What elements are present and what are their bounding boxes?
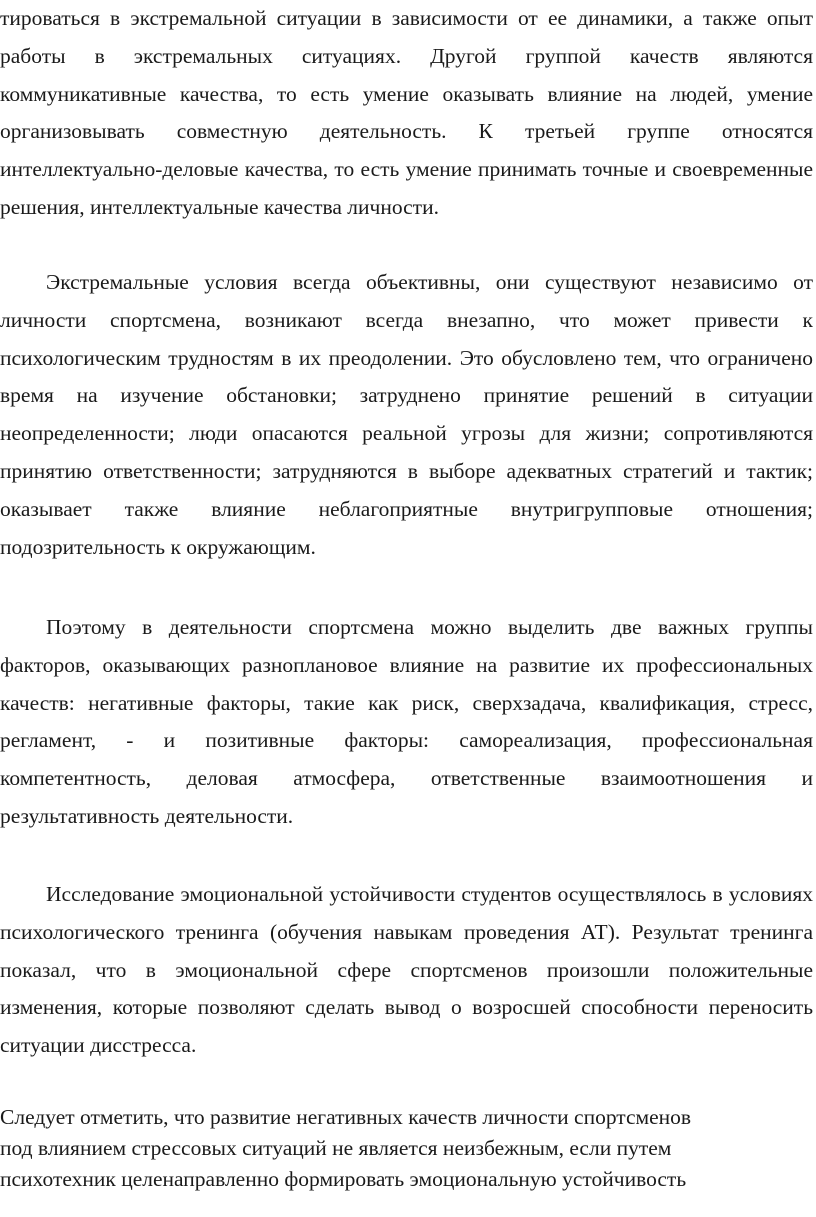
conclusion-line: под влиянием стрессовых ситуаций не является неизбежным, если путем (0, 1136, 672, 1160)
conclusion-line: психотехник целенаправленно формировать эмоциональную устойчивость (0, 1167, 687, 1191)
paragraph-factor-groups: Поэтому в деятельности спортсмена можно выделить две важных группы факторов, оказывающих разноплановое влияние на развитие их профессиональных качеств: негативные факторы, такие как риск, сверхзадача, квалификация, стресс, регламент, - и позитивные факторы: самореализация, профессиональная компетентность, деловая атмосфера, ответственные взаимоотношения и результативность деятельности. (0, 615, 813, 828)
paragraph-research: Исследование эмоциональной устойчивости студентов осуществлялось в условиях психологического тренинга (обучения навыкам проведения АТ). Результат тренинга показал, что в эмоциональной сфере спортсменов произошли положительные изменения, которые позволяют сделать вывод о возросшей способности переносить ситуации дисстресса. (0, 882, 813, 1058)
conclusion-line: Следует отметить, что развитие негативных качеств личности спортсменов (0, 1105, 692, 1129)
paragraph-extreme-conditions: Экстремальные условия всегда объективны, они существуют независимо от личности спортсмена, возникают всегда внезапно, что может привести к психологическим трудностям в их преодолении. Это обусловлено тем, что ограничено время на изучение обстановки; затруднено принятие решений в ситуации неопределенности; люди опасаются реальной угрозы для жизни; сопротивляются принятию ответственности; затрудняются в выборе адекватных стратегий и тактик; оказывает также влияние неблагоприятные внутригрупповые отношения; подозрительность к окружающим. (0, 270, 813, 559)
paragraph-conclusion (0, 1102, 803, 1195)
paragraph-continuation: тироваться в экстремальной ситуации в зависимости от ее динамики, а также опыт работы в экстремальных ситуациях. Другой группой качеств являются коммуникативные качества, то есть умение оказывать влияние на людей, умение организовывать совместную деятельность. К третьей группе относятся интеллектуально-деловые качества, то есть умение принимать точные и своевременные решения, интеллектуальные качества личности. (0, 6, 813, 219)
